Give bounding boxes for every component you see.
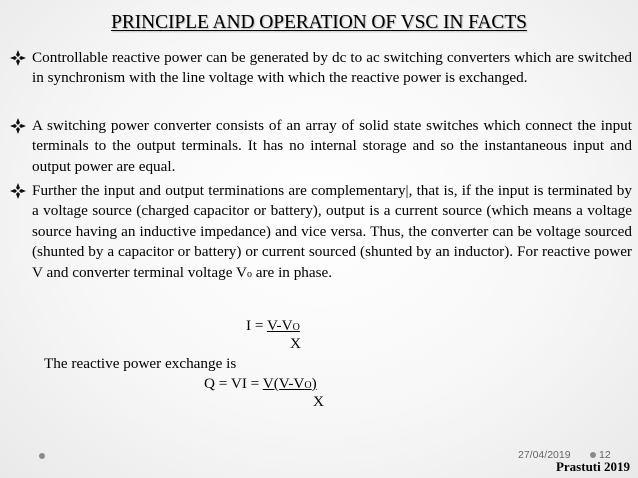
bullet-text: Controllable reactive power can be generated by dc to ac switching converters which are switched in synchronism with the line voltage with which the reactive power is exchanged.	[32, 49, 632, 87]
footer-brand: Prastuti 2019	[555, 459, 630, 474]
equation-numerator: V-VO	[266, 317, 300, 334]
footer-dot	[39, 453, 45, 459]
equation-numerator: V(V-VO)	[262, 375, 317, 392]
footer-date: 27/04/2019	[518, 449, 571, 461]
page-number: 12	[599, 449, 611, 461]
bullet-text: A switching power converter consists of an array of solid state switches which connect the input terminals to the output terminals. It has no internal storage and so the instantaneous input and output power are equal.	[32, 117, 632, 175]
diamond-bullet-icon	[10, 182, 26, 200]
bullet-item	[10, 48, 632, 89]
footer-separator-dot	[590, 452, 596, 458]
bullet-item	[10, 116, 632, 177]
current-equation: I = V-VO	[246, 317, 300, 334]
exchange-text: The reactive power exchange is	[44, 355, 237, 372]
bullet-text: Further the input and output terminations are complementary|, that is, if the input is terminated by a voltage source (charged capacitor or battery), output is a current source (which means a voltage source having an inductive impedance) and vice versa. Thus, the converter can be voltage sourced (shunted by a capacitor or battery) or current sourced (shunted by an inductor). For reactive power V and converter terminal voltage Vo are in phase.	[32, 182, 632, 281]
equation-denominator: X	[313, 393, 324, 410]
slide-title: PRINCIPLE AND OPERATION OF VSC IN FACTS	[111, 12, 527, 33]
diamond-bullet-icon	[10, 117, 26, 135]
bullet-item	[10, 181, 632, 285]
reactive-power-equation: Q = VI = V(V-VO)	[204, 375, 317, 392]
equation-denominator: X	[290, 335, 301, 352]
subscript-o: o	[246, 268, 252, 280]
diamond-bullet-icon	[10, 49, 26, 67]
